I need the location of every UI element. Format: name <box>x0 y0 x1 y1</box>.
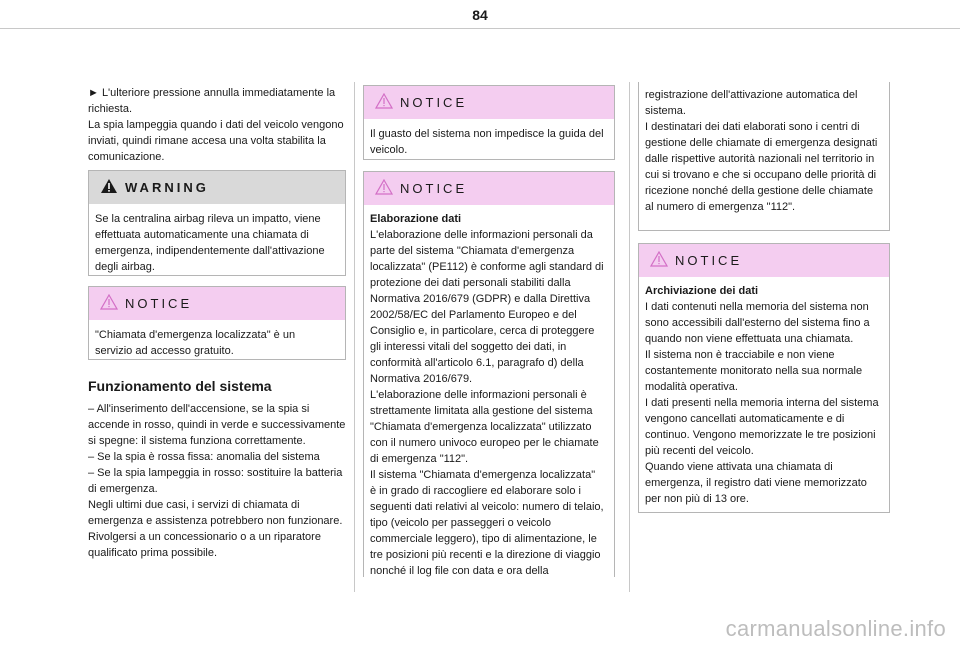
column-divider <box>629 82 630 592</box>
notice-heading: Elaborazione dati <box>370 213 462 225</box>
warning-title: WARNING <box>125 180 209 195</box>
notice-heading: Archiviazione dei dati <box>645 285 759 297</box>
notice-triangle-icon <box>100 294 118 310</box>
notice-text: Il guasto del sistema non impedisce la guida del veicolo. <box>370 128 604 156</box>
notice-title: NOTICE <box>125 296 193 311</box>
notice-title: NOTICE <box>400 181 468 196</box>
header-divider <box>0 28 960 29</box>
notice-header <box>89 287 345 320</box>
column-1 <box>88 85 346 165</box>
notice-header <box>364 86 614 119</box>
notice-title: NOTICE <box>675 253 743 268</box>
intro-text: ► L'ulteriore pressione annulla immediatamente la richiesta. La spia lampeggia quando i dati del veicolo vengono inviati, quindi rimane accesa una volta stabilita la comunicazione. <box>88 87 344 163</box>
notice-header <box>364 172 614 205</box>
notice-text: I dati contenuti nella memoria del sistema non sono accessibili dall'esterno del sistema fino a quando non viene effettuata una chiamata. Il sistema non è tracciabile e non viene costantemente monitorato nella sua normale modalità operativa. I dati presenti nella memoria interna del sistema vengono cancellati automaticamente e di continuo. Vengono memorizzate le tre posizioni più recenti del veicolo. Quando viene attivata una chiamata di emergenza, il registro dati viene memorizzato per non più di 13 ore. <box>645 301 879 505</box>
notice-text: L'elaborazione delle informazioni personali da parte del sistema "Chiamata d'emergenza localizzata" (PE112) è conforme agli standard di protezione dei dati personali stabiliti dalla Normativa 2016/679 (GDPR) e dalla Direttiva 2002/58/EC del Parlamento Europeo e del Consiglio e, in particolare, cerca di proteggere gli interessi vitali del soggetto dei dati, in conformità all'articolo 6.1, paragrafo d) della Normativa 2016/679. L'elaborazione delle informazioni personali è strettamente limitata alla gestione del sistema "Chiamata d'emergenza localizzata" utilizzato con il numero univoco europeo per le chiamate di emergenza "112". Il sistema "Chiamata d'emergenza localizzata" è in grado di raccogliere ed elaborare solo i seguenti dati relativi al veicolo: numero di telaio, tipo (veicolo per passeggeri o veicolo commerciale leggero), tipo di alimentazione, le tre posizioni più recenti e la direzione di viaggio nonché il log file con data e ora della <box>370 229 604 577</box>
warning-box <box>88 170 346 276</box>
notice-triangle-icon <box>375 93 393 109</box>
notice-triangle-icon <box>650 251 668 267</box>
warning-text: Se la centralina airbag rileva un impatto, viene effettuata automaticamente una chiamata di emergenza, indipendentemente dall'attivazione degli airbag. <box>95 213 325 273</box>
warning-header <box>89 171 345 204</box>
warning-triangle-icon <box>100 178 118 194</box>
notice-box-data-processing <box>363 171 615 577</box>
section-text: – All'inserimento dell'accensione, se la spia si accende in rosso, quindi in verde e successivamente si spegne: il sistema funziona correttamente. – Se la spia è rossa fissa: anomalia del sistema – Se la spia lampeggia in rosso: sostituire la batteria di emergenza. Negli ultimi due casi, i servizi di chiamata di emergenza e assistenza potrebbero non funzionare. Rivolgersi a un concessionario o a un riparatore qualificato prima possibile. <box>88 403 346 559</box>
section-title: Funzionamento del sistema <box>88 378 272 394</box>
section-system-operation <box>88 378 346 561</box>
notice-header <box>639 244 889 277</box>
notice-title: NOTICE <box>400 95 468 110</box>
notice-box-data-processing-continued <box>638 82 890 231</box>
notice-box-free-service <box>88 286 346 360</box>
page-number: 84 <box>472 7 488 23</box>
continued-text: registrazione dell'attivazione automatica del sistema. I destinatari dei dati elaborati sono i centri di gestione delle chiamate di emergenza designati dalle rispettive autorità nazionali nel territorio in cui si trovano e che si occupano delle priorità di ricezione nonché della gestione delle chiamate al numero di emergenza "112". <box>645 89 878 213</box>
notice-triangle-icon <box>375 179 393 195</box>
notice-box-fault <box>363 85 615 160</box>
notice-box-data-storage <box>638 243 890 513</box>
notice-text: "Chiamata d'emergenza localizzata" è un servizio ad accesso gratuito. <box>95 329 296 357</box>
watermark: carmanualsonline.info <box>725 616 946 641</box>
column-divider <box>354 82 355 592</box>
